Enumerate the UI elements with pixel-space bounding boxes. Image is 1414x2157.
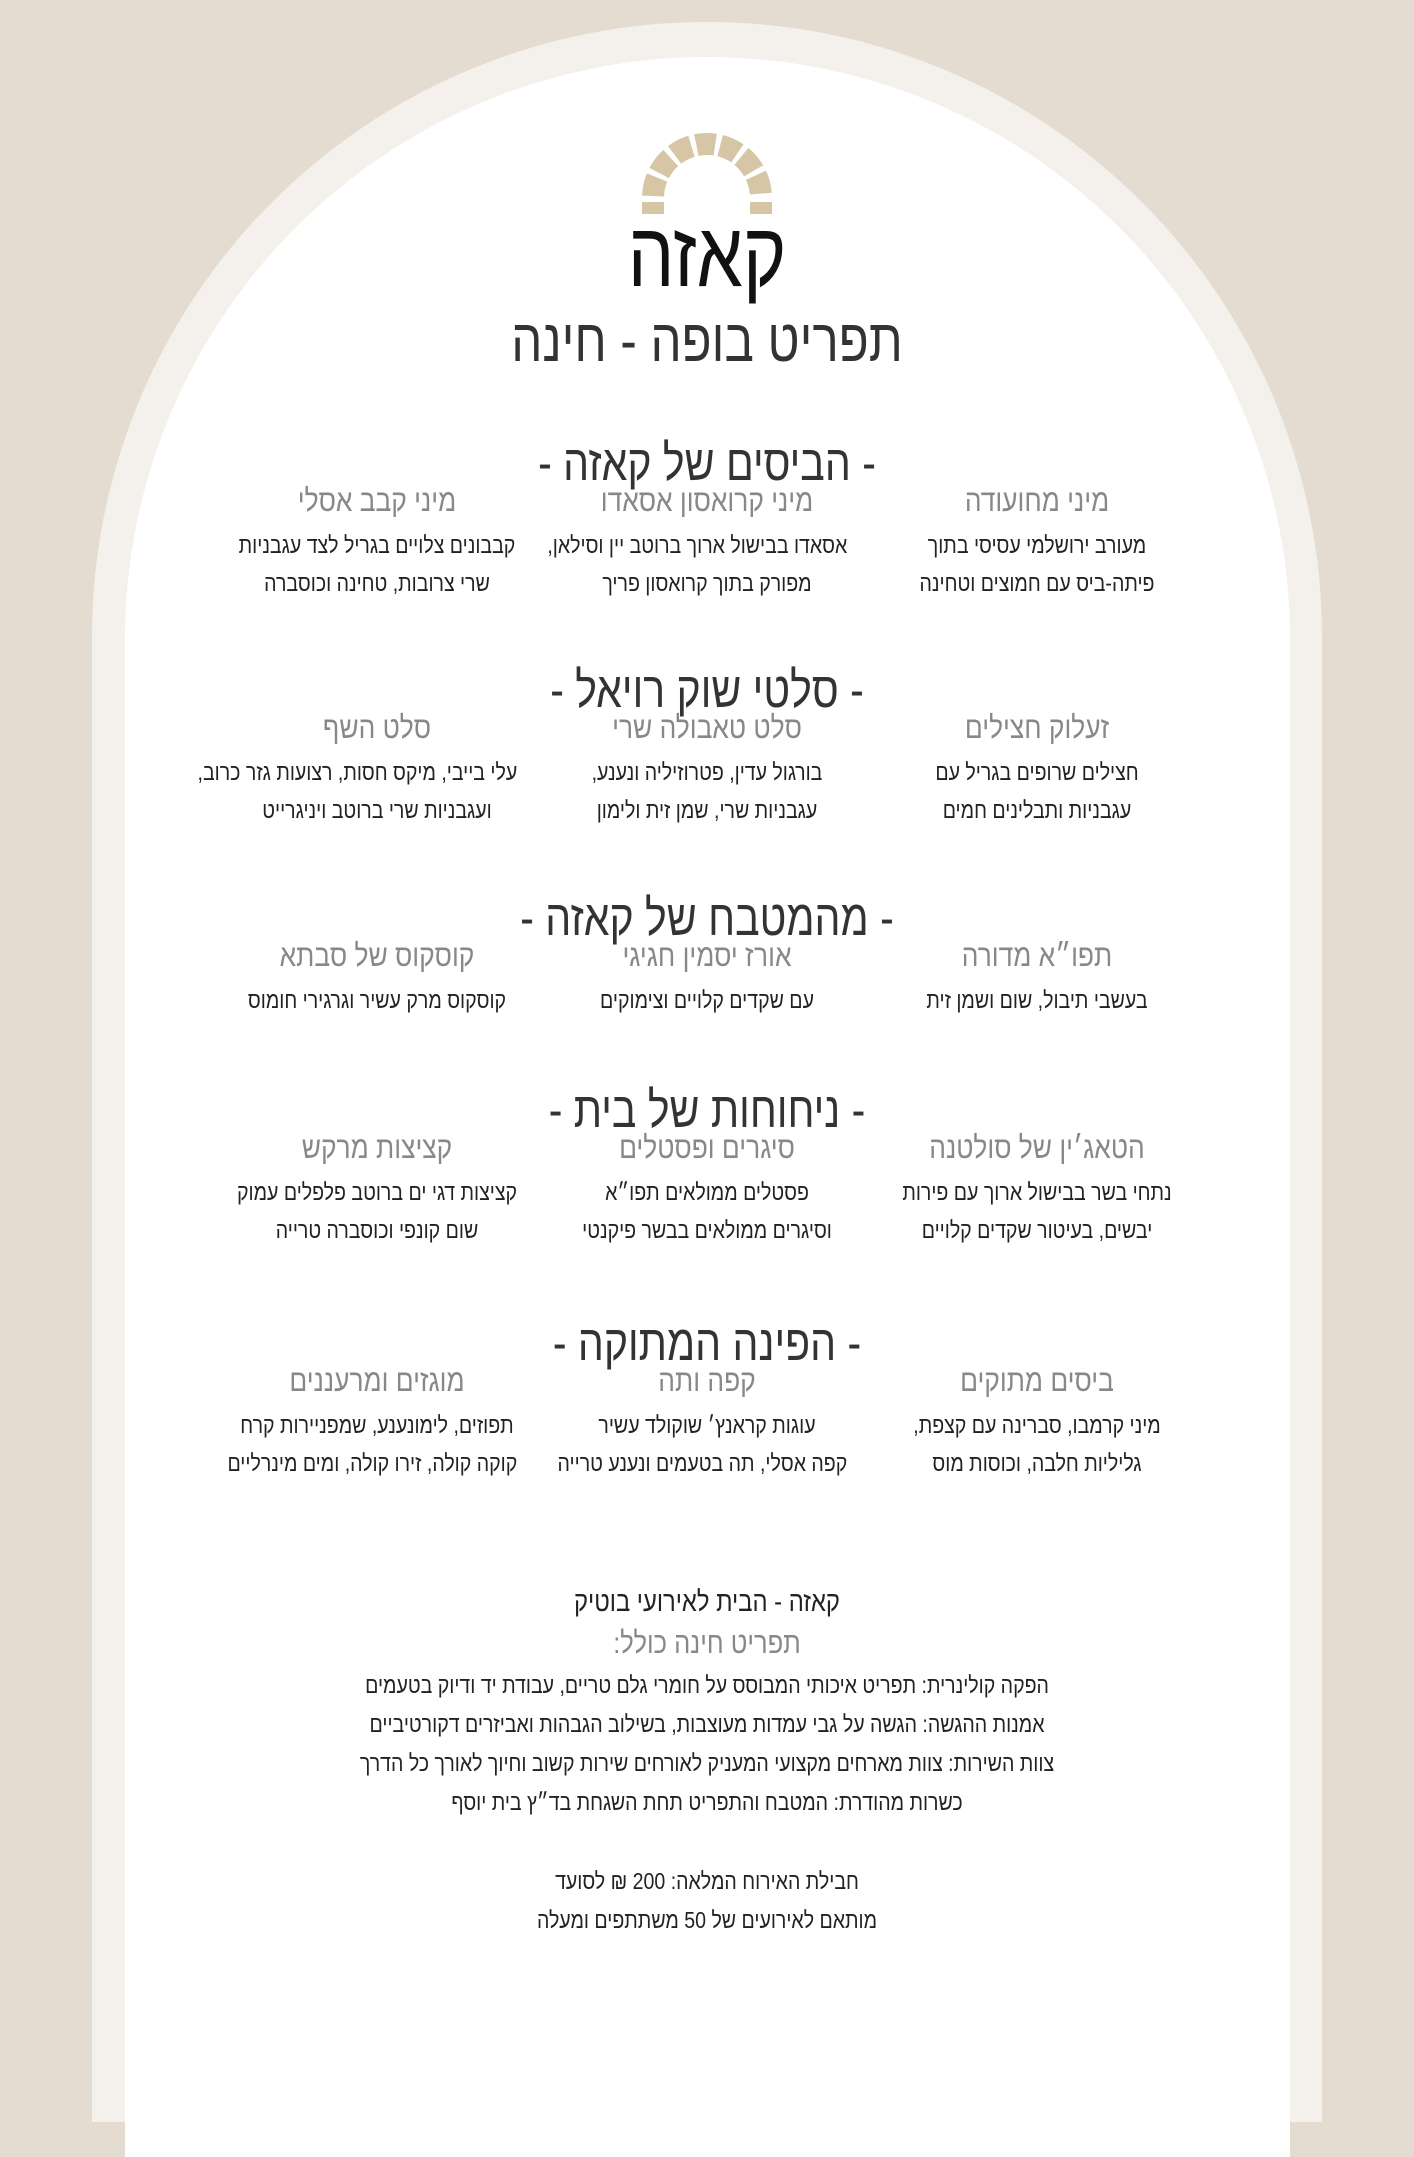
menu-section <box>0 888 1414 1019</box>
footer <box>0 1582 1414 1940</box>
section-title: - הפינה המתוקה - <box>552 1315 862 1371</box>
menu-item <box>872 481 1202 602</box>
menu-item <box>542 481 872 602</box>
menu-item-description: אסאדו בבישול ארוך ברוטב יין וסילאן, <box>547 532 848 558</box>
menu-item-name: מיני קבב אסלי <box>297 483 457 518</box>
menu-item <box>542 936 872 1019</box>
arch-logo-icon <box>637 128 777 214</box>
menu-item-description: ועגבניות שרי ברוטב ויניגרייט <box>262 797 492 823</box>
menu-item-name: מוגזים ומרעננים <box>289 1363 465 1398</box>
section-title: - הביסים של קאזה - <box>538 435 876 491</box>
menu-item-description: עוגות קראנץ׳ שוקולד עשיר <box>598 1412 816 1438</box>
footer-brand: קאזה - הבית לאירועי בוטיק <box>574 1586 840 1617</box>
menu-item-description: בורגול עדין, פטרוזיליה ונענע, <box>591 759 823 785</box>
includes-line: צוות השירות: צוות מארחים מקצועי המעניק לאורחים שירות קשוב וחיוך לאורך כל הדרך <box>359 1750 1055 1776</box>
menu-item-name: קוסקוס של סבתא <box>279 938 475 973</box>
menu-item-description: קפה אסלי, תה בטעמים ונענע טרייה <box>557 1450 848 1476</box>
includes-title: תפריט חינה כולל: <box>613 1627 801 1660</box>
menu-item-name: קציצות מרקש <box>301 1130 453 1165</box>
menu-item-description: נתחי בשר בבישול ארוך עם פירות <box>902 1179 1172 1205</box>
menu-item-description: עם שקדים קלויים וצימוקים <box>600 987 814 1013</box>
menu-item <box>212 1128 542 1249</box>
menu-item-name: מיני קרואסון אסאדו <box>600 483 814 518</box>
menu-section <box>0 1080 1414 1249</box>
section-title: - סלטי שוק רויאל - <box>550 662 864 718</box>
menu-item-name: זעלוק חצילים <box>964 710 1110 745</box>
menu-item-description: יבשים, בעיטור שקדים קלויים <box>921 1217 1153 1243</box>
section-title: - מהמטבח של קאזה - <box>520 890 894 946</box>
minimum-text: מותאם לאירועים של 50 משתתפים ומעלה <box>536 1907 878 1933</box>
menu-item <box>872 708 1202 829</box>
section-title: - ניחוחות של בית - <box>548 1082 866 1138</box>
menu-item-description: מפורק בתוך קרואסון פריך <box>602 570 812 596</box>
menu-item-description: שרי צרובות, טחינה וכוסברה <box>264 570 490 596</box>
price-text: חבילת האירוח המלאה: 200 ₪ לסועד <box>555 1868 859 1894</box>
page-title: קאזה <box>627 204 787 306</box>
menu-item-description: קבבונים צלויים בגריל לצד עגבניות <box>238 532 516 558</box>
includes-line: כשרות מהודרת: המטבח והתפריט תחת השגחת בד״ץ בית יוסף <box>451 1789 963 1815</box>
menu-item <box>872 936 1202 1019</box>
menu-item-name: ביסים מתוקים <box>960 1363 1114 1398</box>
menu-item-name: אורז יסמין חגיגי <box>622 938 792 973</box>
menu-item-description: בעשבי תיבול, שום ושמן זית <box>926 987 1148 1013</box>
menu-section <box>0 433 1414 602</box>
menu-section <box>0 660 1414 829</box>
menu-item <box>542 1128 872 1249</box>
menu-item-description: עגבניות ותבלינים חמים <box>942 797 1132 823</box>
menu-item-name: סלט השף <box>322 710 432 745</box>
menu-item-description: שום קונפי וכוסברה טרייה <box>275 1217 479 1243</box>
menu-item <box>212 936 542 1019</box>
menu-item-name: סיגרים ופסטלים <box>619 1130 795 1165</box>
includes-line: הפקה קולינרית: תפריט איכותי המבוסס על חומרי גלם טריים, עבודת יד ודיוק בטעמים <box>365 1672 1049 1698</box>
menu-item-description: קוסקוס מרק עשיר וגרגירי חומוס <box>247 987 507 1013</box>
menu-item-description: פסטלים ממולאים תפו״א <box>605 1179 809 1205</box>
menu-item-description: קוקה קולה, זירו קולה, ומים מינרליים <box>227 1450 518 1476</box>
menu-item <box>872 1361 1202 1482</box>
menu-item-description: מיני קרמבו, סברינה עם קצפת, <box>913 1412 1161 1438</box>
menu-item <box>542 708 872 829</box>
menu-item-description: תפוזים, לימונענע, שמפניירות קרח <box>240 1412 514 1438</box>
menu-item-description: עגבניות שרי, שמן זית ולימון <box>596 797 818 823</box>
menu-section <box>0 1313 1414 1482</box>
menu-item <box>212 481 542 602</box>
menu-item <box>197 708 542 829</box>
includes-line: אמנות ההגשה: הגשה על גבי עמדות מעוצבות, בשילוב הגבהות ואביזרים דקורטיביים <box>369 1711 1045 1737</box>
menu-item-name: קפה ותה <box>658 1363 756 1398</box>
menu-item <box>212 1361 542 1482</box>
menu-item-description: וסיגרים ממולאים בבשר פיקנטי <box>582 1217 832 1243</box>
menu-item-description: עלי בייבי, מיקס חסות, רצועות גזר כרוב, <box>197 759 518 785</box>
menu-item-description: גליליות חלבה, וכוסות מוס <box>932 1450 1142 1476</box>
menu-item <box>872 1128 1202 1249</box>
page-subtitle: תפריט בופה - חינה <box>511 307 903 374</box>
menu-item <box>542 1361 872 1482</box>
menu-item-description: פיתה-ביס עם חמוצים וטחינה <box>919 570 1155 596</box>
menu-item-description: חצילים שרופים בגריל עם <box>935 759 1139 785</box>
menu-item-description: קציצות דגי ים ברוטב פלפלים עמוק <box>236 1179 518 1205</box>
menu-item-name: הטאג׳ין של סולטנה <box>929 1130 1145 1165</box>
menu-item-name: מיני מחועודה <box>964 483 1110 518</box>
menu-item-description: מעורב ירושלמי עסיסי בתוך <box>927 532 1147 558</box>
menu-item-name: סלט טאבולה שרי <box>612 710 802 745</box>
menu-item-name: תפו״א מדורה <box>961 938 1113 973</box>
